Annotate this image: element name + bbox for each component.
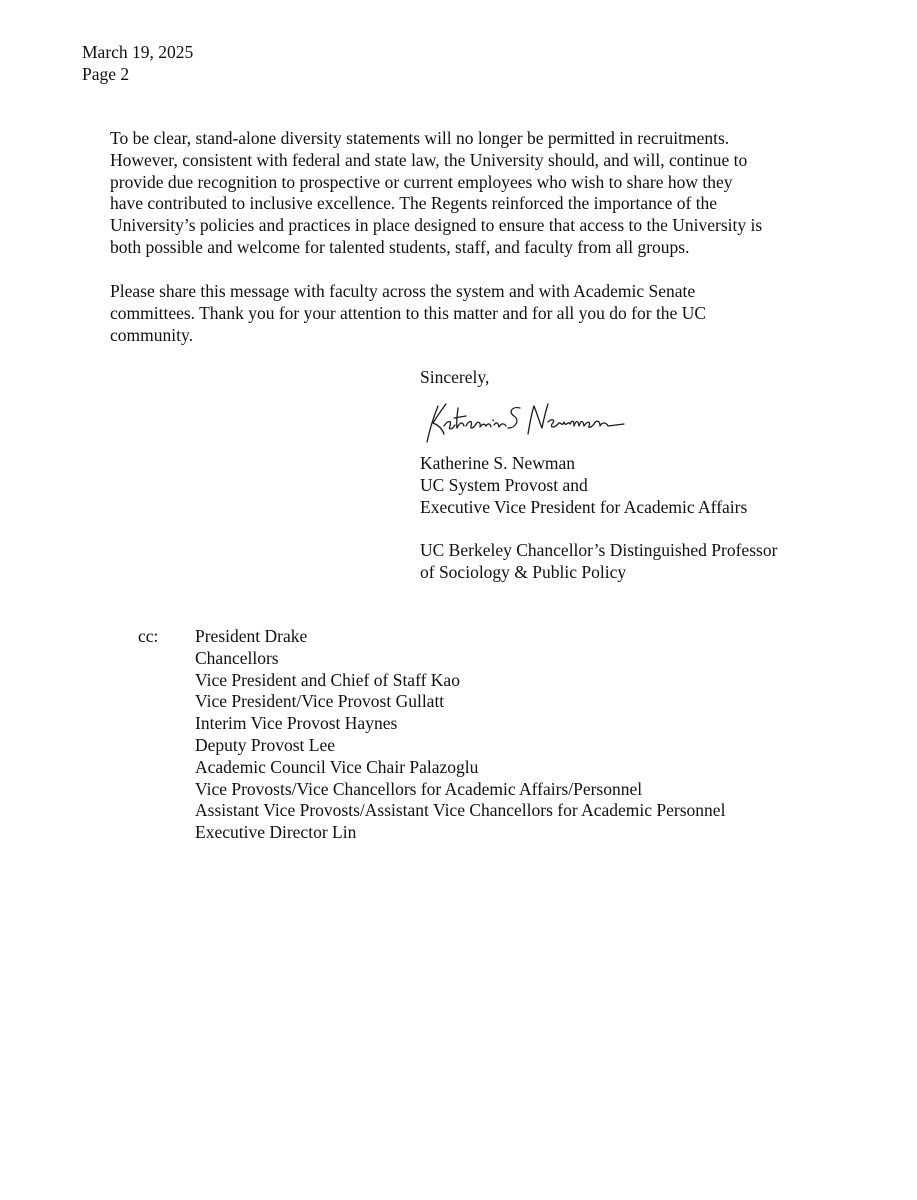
cc-recipient: Vice President/Vice Provost Gullatt	[195, 691, 445, 712]
cc-recipient: Executive Director Lin	[195, 822, 357, 843]
paragraph-line: To be clear, stand-alone diversity statements will no longer be permitted in recruitments.	[110, 128, 730, 148]
signer-secondary-title	[420, 540, 777, 584]
signer-title-line-3: UC Berkeley Chancellor’s Distinguished Professor	[420, 540, 778, 560]
paragraph-line: committees. Thank you for your attention to this matter and for all you do for the UC	[110, 302, 707, 323]
cc-recipient: Assistant Vice Provosts/Assistant Vice Chancellors for Academic Personnel	[195, 800, 726, 821]
cc-recipient: Deputy Provost Lee	[195, 734, 335, 755]
signer-title-line-1: UC System Provost and	[420, 474, 588, 495]
body-paragraph-1	[110, 128, 830, 259]
cc-recipient: Interim Vice Provost Haynes	[195, 713, 398, 734]
handwritten-signature	[424, 398, 634, 446]
cc-recipient-list	[195, 626, 725, 844]
body-paragraph-2	[110, 281, 830, 346]
paragraph-line: Please share this message with faculty across the system and with Academic Senate	[110, 281, 696, 301]
cc-recipient: Vice President and Chief of Staff Kao	[195, 669, 460, 690]
cc-recipient: President Drake	[195, 626, 308, 646]
signer-title-line-4: of Sociology & Public Policy	[420, 561, 627, 582]
letter-header	[82, 42, 193, 86]
cc-recipient: Chancellors	[195, 647, 279, 668]
cc-label: cc:	[138, 626, 159, 646]
paragraph-line: However, consistent with federal and state law, the University should, and will, continue to	[110, 149, 748, 170]
paragraph-line: provide due recognition to prospective or current employees who wish to share how they	[110, 171, 733, 192]
cc-recipient: Vice Provosts/Vice Chancellors for Academic Affairs/Personnel	[195, 778, 643, 799]
paragraph-line: community.	[110, 324, 193, 345]
closing-salutation: Sincerely,	[420, 367, 490, 387]
letter-date: March 19, 2025	[82, 42, 194, 62]
page-number: Page 2	[82, 63, 130, 84]
signer-block	[420, 453, 747, 518]
signer-name: Katherine S. Newman	[420, 453, 576, 473]
signer-title-line-2: Executive Vice President for Academic Affairs	[420, 496, 748, 517]
paragraph-line: University’s policies and practices in place designed to ensure that access to the University is	[110, 215, 763, 236]
cc-recipient: Academic Council Vice Chair Palazoglu	[195, 756, 479, 777]
paragraph-line: both possible and welcome for talented students, staff, and faculty from all groups.	[110, 236, 690, 257]
paragraph-line: have contributed to inclusive excellence. The Regents reinforced the importance of the	[110, 193, 718, 214]
